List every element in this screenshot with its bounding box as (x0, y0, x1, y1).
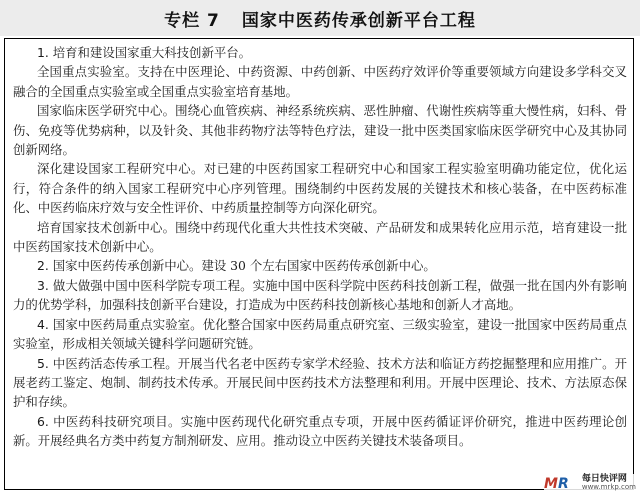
watermark-site-url: www.mrkp.com (581, 483, 636, 491)
paragraph-lead: 4. 国家中医药局重点实验室。 (37, 316, 203, 332)
paragraph-text: 对已建的中医药国家工程研究中心和国家工程实验室明确功能定位，优化运行，符合条件的纳入国家工程研究中心序列管理。围绕制约中医药发展的关键技术和核心装备，在中医药标准化、中医药临床疗效与安全性评价、中药质量控制等方向深化研究。 (13, 161, 628, 216)
paragraph-9 (13, 354, 627, 412)
paragraph-4 (13, 159, 627, 217)
svg-text:M: M (543, 476, 558, 491)
paragraph-text: 优化整合国家中医药局重点研究室、三级实验室，建设一批国家中医药局重点实验室，形成相关领域关键科学问题研究链。 (13, 316, 627, 352)
paragraph-1 (13, 43, 627, 62)
paragraph-text: 围绕中药现代化重大共性技术突破、产品研发和成果转化应用示范，培育建设一批中医药国家技术创新中心。 (13, 219, 628, 255)
watermark-text (582, 475, 636, 491)
paragraph-lead: 国家临床医学研究中心。 (37, 103, 176, 119)
paragraph-text: 开展当代名老中医药专家学术经验、技术方法和临证方药挖掘整理和应用推广。开展老药工鉴定、炮制、制药技术传承。开展民间中医药技术方法整理和利用。开展中医理论、技术、方法原态保护和存续。 (13, 355, 627, 410)
box-title: 国家中医药传承创新平台工程 (241, 10, 476, 31)
paragraph-5 (13, 218, 627, 257)
content-box (4, 38, 634, 490)
paragraph-lead: 1. 培育和建设国家重大科技创新平台。 (37, 45, 252, 60)
paragraph-lead: 培育国家技术创新中心。 (37, 219, 176, 235)
watermark-site-name: 每日快评网 (581, 474, 627, 484)
paragraph-text: 建设 30 个左右国家中医药传承创新中心。 (201, 258, 436, 274)
paragraph-3 (13, 101, 627, 159)
box-title-bar (0, 0, 640, 36)
paragraph-8 (13, 315, 627, 354)
column-label: 专栏 7 (164, 10, 220, 31)
paragraph-2 (13, 62, 627, 101)
svg-text:R: R (557, 476, 569, 491)
paragraph-lead: 2. 国家中医药传承创新中心。 (37, 258, 202, 274)
mr-logo-icon (544, 475, 578, 491)
paragraph-lead: 深化建设国家工程研究中心。 (37, 161, 204, 177)
paragraph-6 (13, 256, 627, 275)
paragraph-text: 围绕心血管疾病、神经系统疾病、恶性肿瘤、代谢性疾病等重大慢性病，妇科、骨伤、免疫等优势病种，以及针灸、其他非药物疗法等特色疗法，建设一批中医类国家临床医学研究中心及其协同创新网络。 (13, 103, 628, 158)
paragraph-lead: 3. 做大做强中国中医科学院专项工程。 (37, 277, 253, 293)
paragraph-text: 实施中国中医科学院中医药科技创新工程，做强一批在国内外有影响力的优势学科，加强科技创新平台建设，打造成为中医药科技创新核心基地和创新人才高地。 (13, 277, 628, 313)
paragraph-lead: 5. 中医药活态传承工程。 (37, 355, 178, 371)
paragraph-7 (13, 276, 627, 315)
site-watermark (544, 474, 636, 492)
paragraph-lead: 全国重点实验室。 (37, 64, 138, 80)
paragraph-lead: 6. 中医药科技研究项目。 (37, 413, 181, 429)
paragraph-10 (13, 412, 627, 451)
paragraph-text: 支持在中医理论、中药资源、中药创新、中医药疗效评价等重要领域方向建设多学科交叉融合的全国重点实验室或全国重点实验室培育基地。 (13, 64, 628, 99)
paragraph-text: 实施中医药现代化研究重点专项，开展中医药循证评价研究，推进中医药理论创新。开展经典名方类中药复方制剂研发、应用。推动设立中医药关键技术装备项目。 (13, 413, 628, 449)
